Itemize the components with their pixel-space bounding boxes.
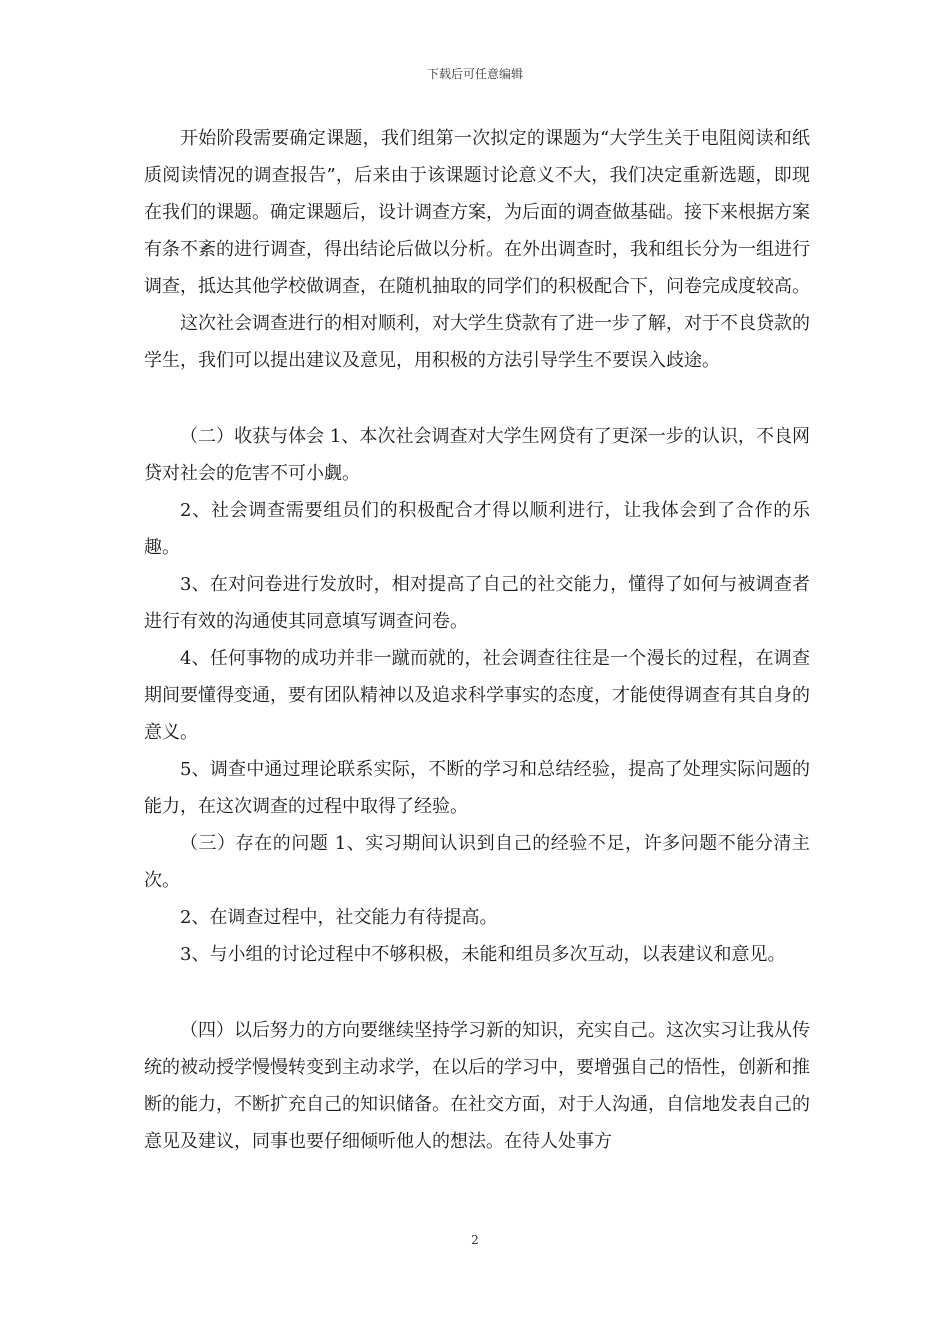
section-gap [144, 379, 810, 418]
paragraph-problems-3: 3、与小组的讨论过程中不够积极，未能和组员多次互动，以表建议和意见。 [180, 944, 786, 965]
paragraph-problems-2: 2、在调查过程中，社交能力有待提高。 [180, 907, 498, 928]
paragraph-gains-2: 2、社会调查需要组员们的积极配合才得以顺利进行，让我体会到了合作的乐趣。 [144, 500, 810, 558]
paragraph-gains-5: 5、调查中通过理论联系实际，不断的学习和总结经验，提高了处理实际问题的能力，在这次调查的过程中取得了经验。 [144, 759, 810, 817]
section-gap [144, 973, 810, 1012]
document-body [144, 120, 810, 1160]
page-header: 下载后可任意编辑 [426, 67, 523, 81]
page-number: 2 [471, 1233, 479, 1247]
paragraph-topic-selection: 开始阶段需要确定课题，我们组第一次拟定的课题为“大学生关于电阻阅读和纸质阅读情况的调查报告”，后来由于该课题讨论意义不大，我们决定重新选题，即现在我们的课题。确定课题后，设计调查方案，为后面的调查做基础。接下来根据方案有条不紊的进行调查，得出结论后做以分析。在外出调查时，我和组长分为一组进行调查，抵达其他学校做调查，在随机抽取的同学们的积极配合下，问卷完成度较高。 [144, 128, 810, 297]
paragraph-gains-1: （二）收获与体会 1、本次社会调查对大学生网贷有了更深一步的认识，不良网贷对社会的危害不可小觑。 [144, 426, 810, 484]
paragraph-gains-4: 4、任何事物的成功并非一蹴而就的，社会调查往往是一个漫长的过程，在调查期间要懂得变通，要有团队精神以及追求科学事实的态度，才能使得调查有其自身的意义。 [144, 648, 810, 743]
paragraph-problems-1: （三）存在的问题 1、实习期间认识到自己的经验不足，许多问题不能分清主次。 [144, 833, 810, 891]
paragraph-survey-summary: 这次社会调查进行的相对顺利，对大学生贷款有了进一步了解，对于不良贷款的学生，我们可以提出建议及意见，用积极的方法引导学生不要误入歧途。 [144, 313, 810, 371]
paragraph-future-direction: （四）以后努力的方向要继续坚持学习新的知识，充实自己。这次实习让我从传统的被动授学慢慢转变到主动求学，在以后的学习中，要增强自己的悟性，创新和推断的能力，不断扩充自己的知识储备。在社交方面，对于人沟通，自信地发表自己的意见及建议，同事也要仔细倾听他人的想法。在待人处事方 [144, 1020, 810, 1152]
paragraph-gains-3: 3、在对问卷进行发放时，相对提高了自己的社交能力，懂得了如何与被调查者进行有效的沟通使其同意填写调查问卷。 [144, 574, 810, 632]
